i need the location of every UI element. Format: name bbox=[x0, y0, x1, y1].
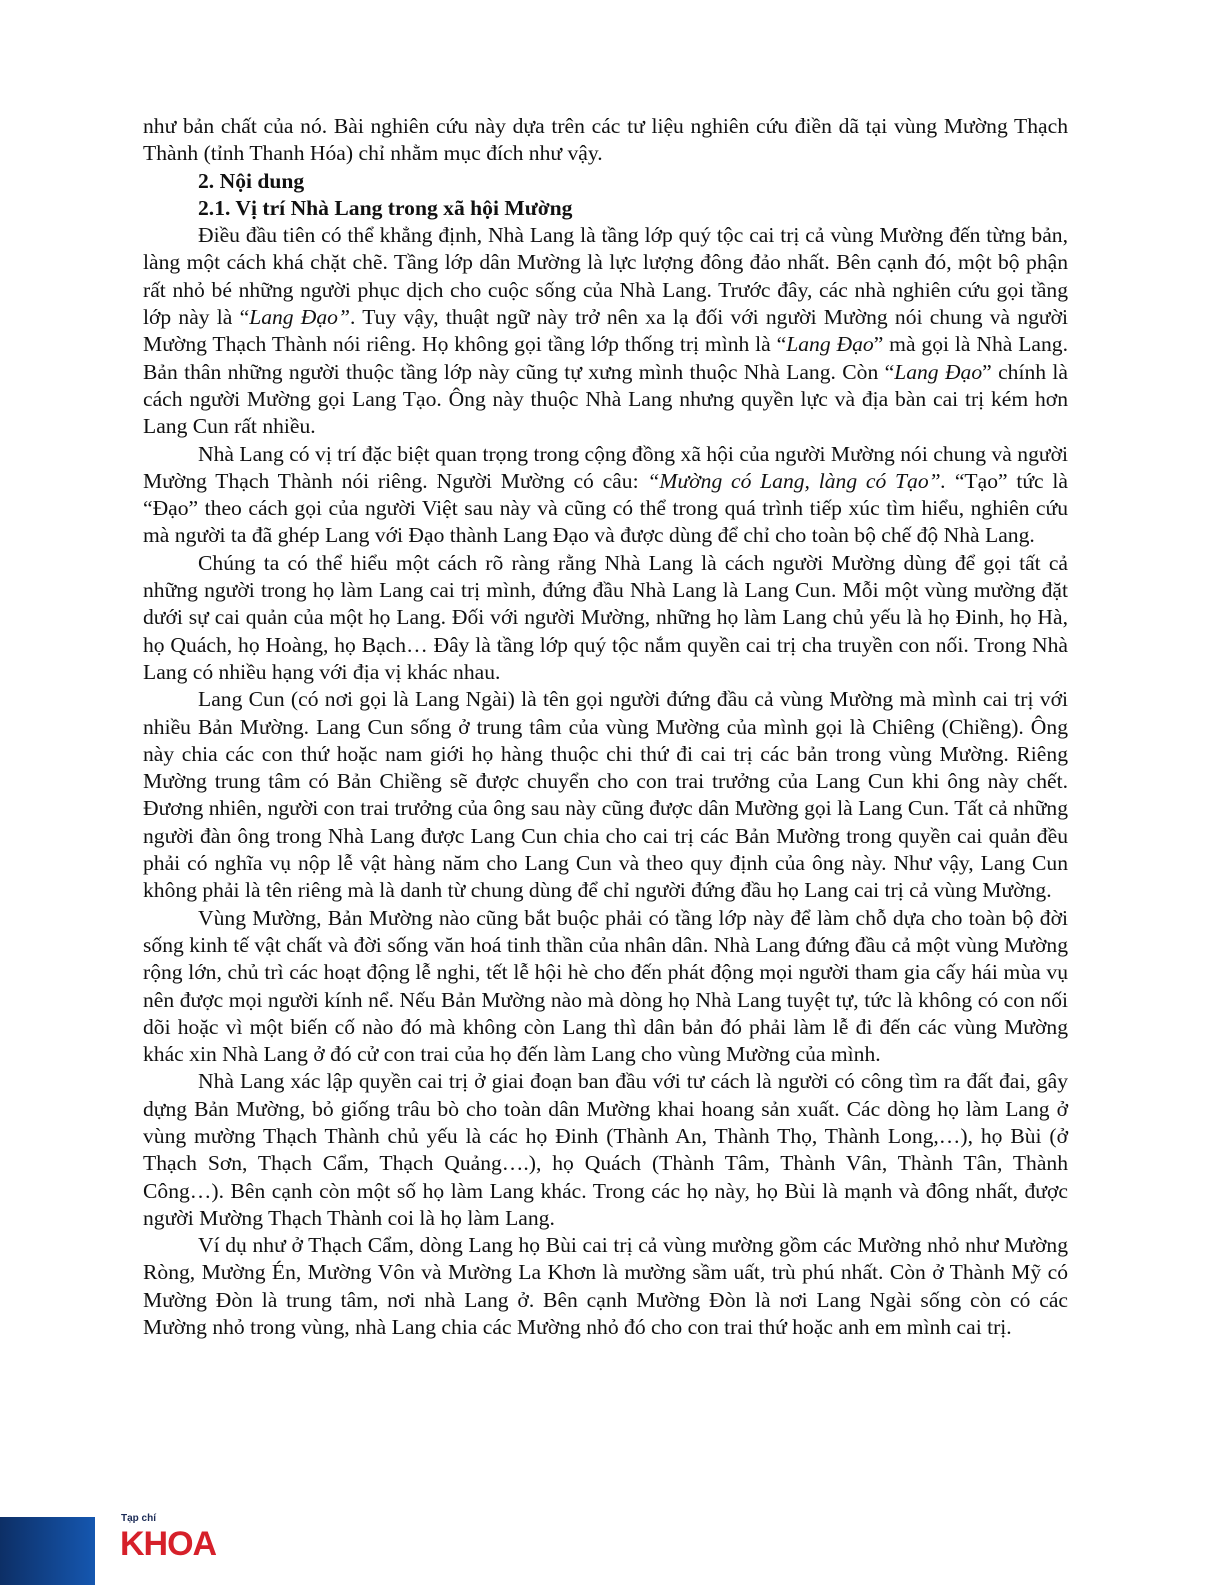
footer-color-bar bbox=[0, 1517, 95, 1585]
logo-wordmark: KHOA bbox=[120, 1525, 217, 1563]
paragraph-5: Vùng Mường, Bản Mường nào cũng bắt buộc phải có tầng lớp này để làm chỗ dựa cho toàn bộ đời sống kinh tế vật chất và đời sống văn hoá tinh thần của nhân dân. Nhà Lang đứng đầu cả một vùng Mường rộng lớn, chủ trì các hoạt động lễ nghi, tết lễ hội hè cho đến phát động mọi người tham gia cấy hái mùa vụ nên được mọi người kính nể. Nếu Bản Mường nào mà dòng họ Nhà Lang tuyệt tự, tức là không có con nối dõi hoặc vì một biến cố nào đó mà không còn Lang thì dân bản đó phải làm lễ đi đến các vùng Mường khác xin Nhà Lang ở đó cử con trai của họ đến làm Lang cho vùng Mường của mình. bbox=[143, 905, 1068, 1067]
section-heading: 2. Nội dung bbox=[198, 168, 305, 193]
paragraph-1-term-lang-dao: Lang Đạo” bbox=[249, 305, 350, 330]
paragraph-1-text-c: . Tuy vậy, thuật ngữ này trở nên xa lạ đối với người Mường nói chung và người Mường Thạch Thành nói riêng. Họ không gọi tầng lớp thống trị mình là “ bbox=[143, 305, 1068, 357]
paragraph-1 bbox=[143, 222, 1068, 440]
subsection-heading: 2.1. Vị trí Nhà Lang trong xã hội Mường bbox=[198, 195, 573, 220]
logo-kicker: Tạp chí bbox=[121, 1513, 157, 1524]
journal-logo bbox=[120, 1511, 280, 1585]
paragraph-3: Chúng ta có thể hiểu một cách rõ ràng rằng Nhà Lang là cách người Mường dùng để gọi tất cả những người trong họ làm Lang cai trị mình, đứng đầu Nhà Lang là Lang Cun. Mỗi một vùng mường đặt dưới sự cai quản của một họ Lang. Đối với người Mường, những họ làm Lang chủ yếu là họ Đinh, họ Hà, họ Quách, họ Hoàng, họ Bạch… Đây là tầng lớp quý tộc nắm quyền cai trị cha truyền con nối. Trong Nhà Lang có nhiều hạng với địa vị khác nhau. bbox=[143, 550, 1068, 684]
article-body bbox=[143, 113, 1068, 1341]
paragraph-2-proverb: “Mường có Lang, làng có Tạo”. bbox=[647, 468, 947, 493]
paragraph-2-text-c: “Tạo” tức là “Đạo” theo cách gọi của người Việt sau này và cũng có thể trong quá trình tiếp xúc tìm hiểu, nghiên cứu mà người ta đã ghép Lang với Đạo thành Lang Đạo và được dùng để chỉ cho toàn bộ chế độ Nhà Lang. bbox=[143, 468, 1068, 548]
paragraph-1-text-a: Điều đầu tiên có thể khẳng định, Nhà Lang là tầng lớp quý tộc cai trị cả vùng Mường đến từng bản, làng một cách khá chặt chẽ. Tầng lớp dân Mường là lực lượng đông đảo nhất. Bên cạnh đó, một bộ phận rất nhỏ bé những người phục dịch cho cuộc sống của Nhà Lang. Trước đây, các nhà nghiên cứu gọi tầng lớp này là “ bbox=[143, 223, 1068, 330]
paragraph-7: Ví dụ như ở Thạch Cẩm, dòng Lang họ Bùi cai trị cả vùng mường gồm các Mường nhỏ như Mường Ròng, Mường Én, Mường Vôn và Mường La Khơn là mường sầm uất, trù phú nhất. Còn ở Thành Mỹ có Mường Đòn là trung tâm, nơi nhà Lang ở. Bên cạnh Mường Đòn là nơi Lang Ngài sống còn có các Mường nhỏ trong vùng, nhà Lang chia các Mường nhỏ đó cho con trai thứ hoặc anh em mình cai trị. bbox=[143, 1233, 1068, 1340]
paragraph-1-term-lang-dao: Lang Đạo bbox=[786, 332, 874, 357]
paragraph-6: Nhà Lang xác lập quyền cai trị ở giai đoạn ban đầu với tư cách là người có công tìm ra đất đai, gây dựng Bản Mường, bỏ giống trâu bò cho toàn dân Mường khai hoang sản xuất. Các dòng họ làm Lang ở vùng mường Thạch Thành chủ yếu là các họ Đinh (Thành An, Thành Thọ, Thành Long,…), họ Bùi (ở Thạch Sơn, Thạch Cẩm, Thạch Quảng….), họ Quách (Thành Tâm, Thành Vân, Thành Tân, Thành Công…). Bên cạnh còn một số họ làm Lang khác. Trong các họ này, họ Bùi là mạnh và đông nhất, được người Mường Thạch Thành coi là họ làm Lang. bbox=[143, 1069, 1068, 1230]
intro-paragraph: như bản chất của nó. Bài nghiên cứu này dựa trên các tư liệu nghiên cứu điền dã tại vùng Mường Thạch Thành (tỉnh Thanh Hóa) chỉ nhằm mục đích như vậy. bbox=[143, 114, 1068, 166]
paragraph-2 bbox=[143, 441, 1068, 550]
paragraph-1-text-g: ” chính là cách người Mường gọi Lang Tạo. Ông này thuộc Nhà Lang nhưng quyền lực và địa bàn cai trị kém hơn Lang Cun rất nhiều. bbox=[143, 359, 1068, 439]
paragraph-4: Lang Cun (có nơi gọi là Lang Ngài) là tên gọi người đứng đầu cả vùng Mường mà mình cai trị với nhiều Bản Mường. Lang Cun sống ở trung tâm của vùng Mường của mình gọi là Chiêng (Chiềng). Ông này chia các con thứ hoặc nam giới họ hàng thuộc chi thứ đi cai trị các bản trong vùng Mường. Riêng Mường trung tâm có Bản Chiềng sẽ được chuyển cho con trai trưởng của Lang Cun khi ông này chết. Đương nhiên, người con trai trưởng của ông sau này cũng được dân Mường gọi là Lang Cun. Tất cả những người đàn ông trong Nhà Lang được Lang Cun chia cho cai trị các Bản Mường trong quyền cai quản đều phải có nghĩa vụ nộp lễ vật hàng năm cho Lang Cun và theo quy định của ông này. Như vậy, Lang Cun không phải là tên riêng mà là danh từ chung dùng để chỉ người đứng đầu họ Lang cai trị cả vùng Mường. bbox=[143, 687, 1068, 903]
paragraph-1-term-lang-dao: Lang Đạo bbox=[894, 359, 983, 384]
paragraph-1-text-e: ” mà gọi là Nhà Lang. Bản thân những người thuộc tầng lớp này cũng tự xưng mình thuộc Nhà Lang. Còn “ bbox=[143, 332, 1068, 384]
paragraph-2-text-a: Nhà Lang có vị trí đặc biệt quan trọng trong cộng đồng xã hội của người Mường nói chung và người Mường Thạch Thành nói riêng. Người Mường có câu: bbox=[143, 441, 1068, 493]
